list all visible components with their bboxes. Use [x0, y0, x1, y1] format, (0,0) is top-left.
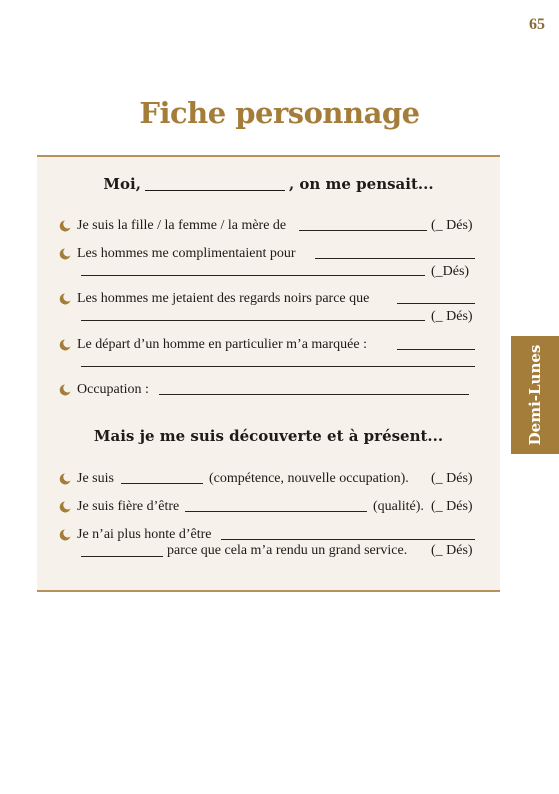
answer-line[interactable]: [81, 366, 475, 367]
answer-line[interactable]: [81, 320, 425, 321]
dice-count: (_Dés): [431, 264, 470, 279]
dice-count: (_ Dés): [431, 543, 473, 558]
crescent-moon-icon: [59, 220, 71, 232]
answer-line[interactable]: [121, 483, 203, 484]
crescent-moon-icon: [59, 384, 71, 396]
answer-line[interactable]: [397, 349, 475, 350]
list-item: [59, 337, 479, 369]
answer-line[interactable]: [81, 275, 425, 276]
page-title: Fiche personnage: [139, 96, 420, 130]
section1-heading-start: Moi,: [103, 175, 141, 193]
section2-heading: Mais je me suis découverte et à présent...: [93, 427, 444, 445]
dice-count: (_ Dés): [431, 471, 473, 486]
item-text: Les hommes me jetaient des regards noirs parce que: [77, 291, 370, 306]
answer-line[interactable]: [81, 556, 163, 557]
answer-line[interactable]: [299, 230, 427, 231]
side-tab-label: Demi-Lunes: [526, 344, 544, 446]
crescent-moon-icon: [59, 501, 71, 513]
dice-count: (_ Dés): [431, 309, 473, 324]
item-text-continued: parce que cela m’a rendu un grand service.: [167, 543, 408, 558]
answer-line[interactable]: [221, 539, 475, 540]
item-text: Je n’ai plus honte d’être: [77, 527, 212, 542]
page-corner-moon: [489, 0, 559, 70]
answer-line[interactable]: [185, 511, 367, 512]
item-text: Je suis fière d’être: [77, 499, 180, 514]
crescent-moon-icon: [59, 293, 71, 305]
crescent-moon-icon: [59, 248, 71, 260]
answer-line[interactable]: [315, 258, 475, 259]
name-blank[interactable]: [145, 177, 285, 191]
page-number: 65: [529, 16, 545, 33]
dice-count: (_ Dés): [431, 499, 473, 514]
item-text: Le départ d’un homme en particulier m’a marquée :: [77, 337, 367, 352]
side-tab[interactable]: [511, 336, 559, 454]
list-item: [59, 527, 479, 559]
character-sheet-panel: [37, 155, 500, 592]
item-hint: (qualité).: [373, 499, 424, 514]
dice-count: (_ Dés): [431, 218, 473, 233]
item-text: Occupation :: [77, 382, 149, 397]
item-text: Les hommes me complimentaient pour: [77, 246, 296, 261]
list-item: [59, 246, 479, 278]
item-text: Je suis: [77, 471, 114, 486]
crescent-moon-icon: [59, 529, 71, 541]
answer-line[interactable]: [397, 303, 475, 304]
occupation-line[interactable]: [159, 394, 469, 395]
item-hint: (compétence, nouvelle occupation).: [209, 471, 409, 486]
crescent-moon-icon: [59, 339, 71, 351]
list-item: [59, 291, 479, 323]
section1-heading-end: , on me pensait...: [288, 175, 434, 193]
crescent-moon-icon: [59, 473, 71, 485]
item-text: Je suis la fille / la femme / la mère de: [77, 218, 287, 233]
section1-heading: [37, 175, 500, 193]
